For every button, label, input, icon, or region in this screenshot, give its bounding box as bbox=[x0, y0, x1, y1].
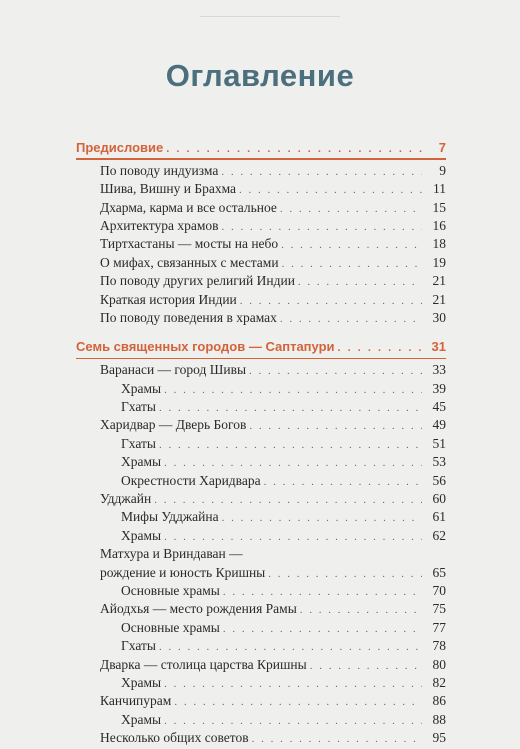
toc-entry-label: По поводу индуизма bbox=[100, 162, 219, 178]
toc-entry bbox=[76, 692, 446, 710]
toc-entry bbox=[76, 199, 446, 217]
toc-entry-label: Харидвар — Дверь Богов bbox=[100, 417, 247, 433]
toc-entry-page: 30 bbox=[432, 310, 446, 326]
toc-entry-page: 18 bbox=[432, 236, 446, 252]
bleed-through-header bbox=[200, 2, 340, 17]
section-rule bbox=[76, 358, 446, 360]
toc-entry bbox=[76, 162, 446, 180]
toc-entry-label: Удджайн bbox=[100, 491, 152, 507]
table-of-contents bbox=[76, 139, 446, 748]
toc-entry-page: 21 bbox=[432, 291, 446, 307]
toc-entry-label: О мифах, связанных с местами bbox=[100, 254, 279, 270]
toc-entry bbox=[76, 600, 446, 618]
toc-entry-page: 15 bbox=[432, 199, 446, 215]
toc-entry-label: Храмы bbox=[121, 711, 162, 727]
toc-entry-label: Дхарма, карма и все остальное bbox=[100, 199, 277, 215]
toc-entry-page: 78 bbox=[432, 638, 446, 654]
toc-entry bbox=[76, 380, 446, 398]
toc-entry-page: 86 bbox=[432, 693, 446, 709]
toc-entry-page: 49 bbox=[432, 417, 446, 433]
toc-entry-page: 70 bbox=[432, 582, 446, 598]
toc-entry-page: 51 bbox=[432, 435, 446, 451]
dot-leader bbox=[281, 236, 422, 254]
dot-leader bbox=[166, 140, 422, 158]
toc-entry-label: Гхаты bbox=[121, 399, 156, 415]
toc-entry bbox=[76, 272, 446, 290]
section-rule bbox=[76, 158, 446, 160]
toc-entry-label: Окрестности Харидвара bbox=[121, 472, 261, 488]
toc-entry-page: 31 bbox=[431, 339, 446, 355]
dot-leader bbox=[164, 675, 422, 693]
toc-entry-page: 75 bbox=[432, 601, 446, 617]
dot-leader bbox=[239, 181, 422, 199]
toc-entry-label: Храмы bbox=[121, 674, 162, 690]
toc-entry-page: 65 bbox=[432, 564, 446, 580]
toc-entry bbox=[76, 453, 446, 471]
toc-entry-label: Несколько общих советов bbox=[100, 730, 249, 746]
toc-entry-page: 11 bbox=[433, 181, 446, 197]
toc-entry-page: 7 bbox=[438, 140, 446, 155]
toc-entry-label: Предисловие bbox=[76, 140, 164, 155]
dot-leader bbox=[223, 620, 422, 638]
toc-entry-label: Краткая история Индии bbox=[100, 291, 237, 307]
toc-entry-label: Архитектура храмов bbox=[100, 218, 219, 234]
toc-entry-page: 62 bbox=[432, 527, 446, 543]
toc-entry bbox=[76, 254, 446, 272]
toc-entry-label: Тиртхастаны — мосты на небо bbox=[100, 236, 279, 252]
toc-entry bbox=[76, 398, 446, 416]
dot-leader bbox=[164, 381, 422, 399]
toc-entry-page: 88 bbox=[432, 711, 446, 727]
dot-leader bbox=[221, 163, 422, 181]
toc-entry-page: 53 bbox=[432, 454, 446, 470]
toc-entry-page: 80 bbox=[432, 656, 446, 672]
dot-leader bbox=[222, 509, 422, 527]
dot-leader bbox=[282, 255, 422, 273]
toc-entry-label: Дварка — столица царства Кришны bbox=[100, 656, 307, 672]
dot-leader bbox=[264, 473, 422, 491]
toc-entry-label: Семь священных городов — Саптапури bbox=[76, 339, 335, 355]
toc-entry bbox=[76, 619, 446, 637]
dot-leader bbox=[159, 638, 422, 656]
toc-entry-label: Храмы bbox=[121, 454, 162, 470]
toc-entry-page: 56 bbox=[432, 472, 446, 488]
toc-entry-page: 45 bbox=[432, 399, 446, 415]
toc-entry-label: Храмы bbox=[121, 527, 162, 543]
toc-entry bbox=[76, 508, 446, 526]
dot-leader bbox=[298, 273, 422, 291]
dot-leader bbox=[280, 200, 422, 218]
toc-entry bbox=[76, 711, 446, 729]
dot-leader bbox=[164, 454, 422, 472]
toc-entry-label: Шива, Вишну и Брахма bbox=[100, 181, 237, 197]
toc-entry bbox=[76, 582, 446, 600]
toc-entry-page: 82 bbox=[432, 674, 446, 690]
toc-entry bbox=[76, 637, 446, 655]
toc-entry bbox=[76, 527, 446, 545]
toc-entry-label: Основные храмы bbox=[121, 582, 220, 598]
toc-entry bbox=[76, 674, 446, 692]
toc-entry bbox=[76, 545, 446, 563]
toc-entry-page: 21 bbox=[432, 273, 446, 289]
dot-leader bbox=[164, 528, 422, 546]
toc-entry bbox=[76, 291, 446, 309]
toc-entry-page: 60 bbox=[432, 491, 446, 507]
dot-leader bbox=[310, 657, 422, 675]
toc-entry bbox=[76, 472, 446, 490]
dot-leader bbox=[249, 417, 422, 435]
toc-section bbox=[76, 139, 446, 157]
toc-entry-page: 95 bbox=[432, 730, 446, 746]
toc-entry bbox=[76, 217, 446, 235]
page-title: Оглавление bbox=[165, 58, 355, 93]
toc-entry bbox=[76, 416, 446, 434]
toc-entry-label: рождение и юность Кришны bbox=[100, 564, 266, 580]
toc-entry-page: 9 bbox=[439, 162, 446, 178]
toc-entry-label: Гхаты bbox=[121, 638, 156, 654]
dot-leader bbox=[154, 491, 422, 509]
toc-entry bbox=[76, 729, 446, 747]
toc-entry-label: Храмы bbox=[121, 380, 162, 396]
toc-entry bbox=[76, 180, 446, 198]
toc-entry-label: Основные храмы bbox=[121, 619, 220, 635]
toc-entry-page: 19 bbox=[432, 254, 446, 270]
toc-entry-label: По поводу поведения в храмах bbox=[100, 310, 277, 326]
dot-leader bbox=[223, 583, 422, 601]
dot-leader bbox=[174, 693, 422, 711]
toc-section bbox=[76, 338, 446, 356]
dot-leader bbox=[159, 399, 422, 417]
toc-entry-label: Канчипурам bbox=[100, 693, 172, 709]
toc-entry-label: Матхура и Вриндаван — bbox=[100, 546, 243, 562]
dot-leader bbox=[159, 436, 422, 454]
toc-entry-label: По поводу других религий Индии bbox=[100, 273, 295, 289]
dot-leader bbox=[338, 339, 422, 357]
toc-entry bbox=[76, 490, 446, 508]
toc-entry bbox=[76, 309, 446, 327]
toc-entry-label: Айодхья — место рождения Рамы bbox=[100, 601, 297, 617]
toc-entry-page: 39 bbox=[432, 380, 446, 396]
dot-leader bbox=[164, 712, 422, 730]
toc-entry bbox=[76, 564, 446, 582]
dot-leader bbox=[280, 310, 422, 328]
dot-leader bbox=[222, 218, 423, 236]
toc-entry-page: 16 bbox=[432, 218, 446, 234]
dot-leader bbox=[252, 730, 422, 748]
toc-entry bbox=[76, 361, 446, 379]
dot-leader bbox=[268, 565, 422, 583]
toc-entry bbox=[76, 435, 446, 453]
dot-leader bbox=[240, 292, 422, 310]
toc-entry bbox=[76, 235, 446, 253]
toc-entry-label: Гхаты bbox=[121, 435, 156, 451]
toc-entry-label: Варанаси — город Шивы bbox=[100, 362, 247, 378]
toc-entry-page: 77 bbox=[432, 619, 446, 635]
toc-entry-page: 61 bbox=[432, 509, 446, 525]
toc-entry bbox=[76, 656, 446, 674]
dot-leader bbox=[249, 362, 422, 380]
dot-leader bbox=[300, 601, 422, 619]
toc-entry-page: 33 bbox=[432, 362, 446, 378]
toc-entry-label: Мифы Удджайна bbox=[121, 509, 219, 525]
